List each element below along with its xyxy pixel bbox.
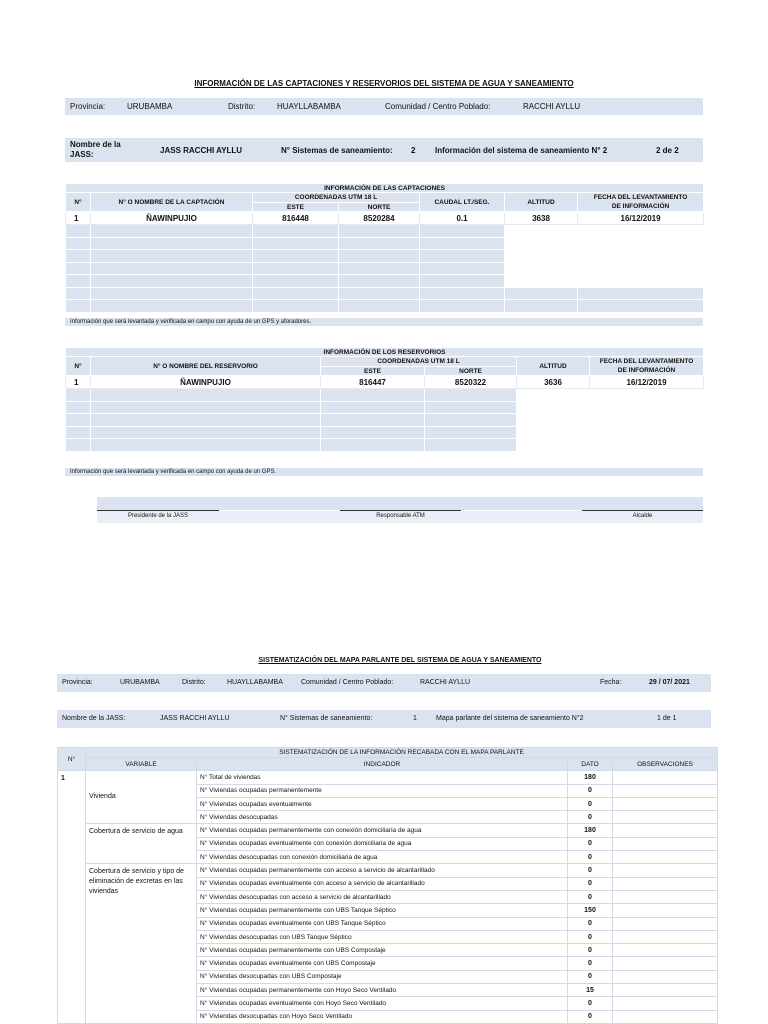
captaciones-table [65,183,704,313]
observaciones-cell[interactable] [613,930,718,943]
mp-col-dato: DATO [568,758,613,771]
indicador-cell: N° Viviendas ocupadas eventualmente con conexión domiciliaria de agua [197,837,568,850]
observaciones-cell[interactable] [613,1010,718,1023]
dato-cell: 0 [568,877,613,890]
empty-row [66,262,704,275]
observaciones-cell[interactable] [613,864,718,877]
dato-cell: 0 [568,811,613,824]
s2-comunidad-value: RACCHI AYLLU [420,679,471,686]
indicador-cell: N° Viviendas desocupadas con UBS Compostaje [197,970,568,983]
captaciones-section-title: INFORMACIÓN DE LAS CAPTACIONES [66,184,704,193]
s2-jass-value: JASS RACCHI AYLLU [160,715,230,722]
col-altitud: ALTITUD [505,193,578,212]
sheet2-jass-band [57,710,711,728]
indicador-cell: N° Viviendas ocupadas permanentemente con UBS Tanque Séptico [197,904,568,917]
reservorio-row [66,376,704,389]
distrito-value: HUAYLLABAMBA [277,102,341,111]
jass-name-label-1: Nombre de la [70,140,121,149]
indicador-cell: N° Viviendas ocupadas eventualmente con acceso a servicio de alcantarillado [197,877,568,890]
reservorio-fecha: 16/12/2019 [590,376,704,389]
res-col-altitud: ALTITUD [517,357,590,376]
res-col-este: ESTE [321,367,425,376]
observaciones-cell[interactable] [613,917,718,930]
indicador-cell: N° Viviendas ocupadas eventualmente con UBS Tanque Séptico [197,917,568,930]
captacion-este: 816448 [253,212,339,225]
sheet1-jass-band [65,138,703,162]
dato-cell: 0 [568,957,613,970]
indicador-cell: N° Viviendas desocupadas con UBS Tanque Séptico [197,930,568,943]
sheet2-location-band [57,674,711,692]
indicador-cell: N° Viviendas desocupadas con acceso a servicio de alcantarillado [197,890,568,903]
col-coordenadas: COORDENADAS UTM 18 L [253,193,420,203]
dato-cell: 0 [568,997,613,1010]
s2-fecha-label: Fecha: [600,679,622,686]
col-fecha-line2: DE INFORMACIÓN [611,203,670,210]
responsable-signature-label: Responsable ATM [376,513,425,519]
indicador-cell: N° Viviendas ocupadas permanentemente con conexión domiciliaria de agua [197,824,568,837]
mp-group-title: SISTEMATIZACIÓN DE LA INFORMACIÓN RECABADA CON EL MAPA PARLANTE [86,748,718,758]
indicador-cell: N° Viviendas ocupadas permanentemente con UBS Compostaje [197,944,568,957]
res-col-fecha [590,357,704,376]
observaciones-cell[interactable] [613,970,718,983]
dato-cell: 150 [568,904,613,917]
s2-provincia-label: Provincia: [62,679,93,686]
indicador-cell: N° Total de viviendas [197,771,568,784]
observaciones-cell[interactable] [613,957,718,970]
sistemas-label: N° Sistemas de saneamiento: [281,146,393,155]
dato-cell: 0 [568,851,613,864]
reservorios-section-title: INFORMACIÓN DE LOS RESERVORIOS [66,348,704,357]
captacion-altitud: 3638 [505,212,578,225]
info-sistema-value: 2 de 2 [656,146,679,155]
s2-comunidad-label: Comunidad / Centro Poblado: [301,679,394,686]
observaciones-cell[interactable] [613,890,718,903]
alcalde-signature-label: Alcalde [632,513,653,519]
captacion-norte: 8520284 [339,212,420,225]
empty-row [66,287,704,300]
observaciones-cell[interactable] [613,904,718,917]
observaciones-cell[interactable] [613,944,718,957]
reservorios-note: Información que será levantada y verificada en campo con ayuda de un GPS. [65,468,703,476]
captacion-fecha: 16/12/2019 [578,212,704,225]
mapa-parlante-table [57,747,718,1024]
observaciones-cell[interactable] [613,851,718,864]
dato-cell: 0 [568,797,613,810]
indicador-cell: N° Viviendas ocupadas permanentemente con Hoyo Seco Ventilado [197,984,568,997]
empty-row [66,250,704,263]
s2-provincia-value: URUBAMBA [120,679,160,686]
s2-distrito-label: Distrito: [182,679,206,686]
dato-cell: 0 [568,864,613,877]
indicator-row [58,824,718,837]
empty-row [66,237,704,250]
variable-cobertura-agua: Cobertura de servicio de agua [86,824,197,864]
observaciones-cell[interactable] [613,771,718,784]
reservorio-norte: 8520322 [425,376,517,389]
dato-cell: 0 [568,917,613,930]
dato-cell: 0 [568,970,613,983]
presidente-signature-label: Presidente de la JASS [127,513,189,519]
jass-name-value: JASS RACCHI AYLLU [160,146,243,155]
s2-fecha-value: 29 / 07/ 2021 [649,679,690,686]
observaciones-cell[interactable] [613,797,718,810]
reservorios-table [65,347,704,452]
empty-row [66,414,704,427]
indicator-row [58,864,718,877]
observaciones-cell[interactable] [613,811,718,824]
sheet1-title: INFORMACIÓN DE LAS CAPTACIONES Y RESERVORIOS DEL SISTEMA DE AGUA Y SANEAMIENTO [194,79,574,88]
observaciones-cell[interactable] [613,784,718,797]
col-norte: NORTE [339,203,420,212]
mp-col-n: N° [58,748,86,771]
col-fecha [578,193,704,212]
reservorio-altitud: 3636 [517,376,590,389]
empty-row [66,439,704,452]
provincia-label: Provincia: [70,102,106,111]
indicador-cell: N° Viviendas desocupadas con Hoyo Seco Ventilado [197,1010,568,1023]
indicador-cell: N° Viviendas ocupadas eventualmente con Hoyo Seco Ventilado [197,997,568,1010]
empty-row [66,225,704,238]
indicator-row [58,771,718,784]
indicador-cell: N° Viviendas desocupadas [197,811,568,824]
dato-cell: 0 [568,837,613,850]
s2-mapa-label: Mapa parlante del sistema de saneamiento N°2 [436,715,584,722]
mp-col-variable: VARIABLE [86,758,197,771]
dato-cell: 180 [568,771,613,784]
reservorio-n: 1 [66,376,91,389]
observaciones-cell[interactable] [613,997,718,1010]
dato-cell: 0 [568,784,613,797]
empty-row [66,389,704,402]
indicador-cell: N° Viviendas desocupadas con conexión domiciliaria de agua [197,851,568,864]
res-col-nombre: N° O NOMBRE DEL RESERVORIO [91,357,321,376]
indicador-cell: N° Viviendas ocupadas eventualmente [197,797,568,810]
empty-row [66,401,704,414]
variable-cobertura-excretas: Cobertura de servicio y tipo de eliminación de excretas en las viviendas [86,864,197,1024]
dato-cell: 15 [568,984,613,997]
empty-row [66,426,704,439]
indicador-cell: N° Viviendas ocupadas permanentemente [197,784,568,797]
sheet2-title: SISTEMATIZACIÓN DEL MAPA PARLANTE DEL SISTEMA DE AGUA Y SANEAMIENTO [258,657,542,664]
col-nombre-captacion: N° O NOMBRE DE LA CAPTACIÓN [91,193,253,212]
dato-cell: 0 [568,890,613,903]
res-col-n: N° [66,357,91,376]
s2-distrito-value: HUAYLLABAMBA [227,679,283,686]
observaciones-cell[interactable] [613,837,718,850]
provincia-value: URUBAMBA [127,102,173,111]
captacion-row [66,212,704,225]
reservorio-nombre: ÑAWINPUJIO [91,376,321,389]
captacion-caudal: 0.1 [420,212,505,225]
comunidad-value: RACCHI AYLLU [523,102,581,111]
reservorio-este: 816447 [321,376,425,389]
sistemas-value: 2 [411,146,416,155]
indicador-cell: N° Viviendas ocupadas eventualmente con UBS Compostaje [197,957,568,970]
res-col-norte: NORTE [425,367,517,376]
indicador-cell: N° Viviendas ocupadas permanentemente con acceso a servicio de alcantarillado [197,864,568,877]
captaciones-note: Información que será levantada y verificada en campo con ayuda de un GPS y aforadores. [65,318,703,326]
s2-sistemas-label: N° Sistemas de saneamiento: [280,715,373,722]
s2-jass-label: Nombre de la JASS: [62,715,126,722]
jass-name-label-2: JASS: [70,150,94,159]
empty-row [66,275,704,288]
col-n: N° [66,193,91,212]
s2-sistemas-value: 1 [413,715,417,722]
res-col-fecha-line2: DE INFORMACIÓN [617,367,676,374]
observaciones-cell[interactable] [613,984,718,997]
comunidad-label: Comunidad / Centro Poblado: [385,102,491,111]
variable-vivienda: Vivienda [86,771,197,824]
dato-cell: 0 [568,1010,613,1023]
observaciones-cell[interactable] [613,877,718,890]
info-sistema-label: Información del sistema de saneamiento N° 2 [435,146,608,155]
res-col-fecha-line1: FECHA DEL LEVANTAMIENTO [599,358,694,365]
captacion-n: 1 [66,212,91,225]
sheet1-location-band [65,98,703,115]
res-col-coordenadas: COORDENADAS UTM 18 L [321,357,517,367]
mp-col-indicador: INDICADOR [197,758,568,771]
dato-cell: 0 [568,930,613,943]
observaciones-cell[interactable] [613,824,718,837]
mp-row-n: 1 [58,771,86,1024]
col-este: ESTE [253,203,339,212]
dato-cell: 0 [568,944,613,957]
signature-band [97,497,703,510]
col-fecha-line1: FECHA DEL LEVANTAMIENTO [593,194,688,201]
dato-cell: 180 [568,824,613,837]
captacion-nombre: ÑAWINPUJIO [91,212,253,225]
mp-col-observaciones: OBSERVACIONES [613,758,718,771]
s2-mapa-value: 1 de 1 [657,715,677,722]
col-caudal: CAUDAL LT./SEG. [420,193,505,212]
empty-row [66,300,704,313]
distrito-label: Distrito: [228,102,256,111]
